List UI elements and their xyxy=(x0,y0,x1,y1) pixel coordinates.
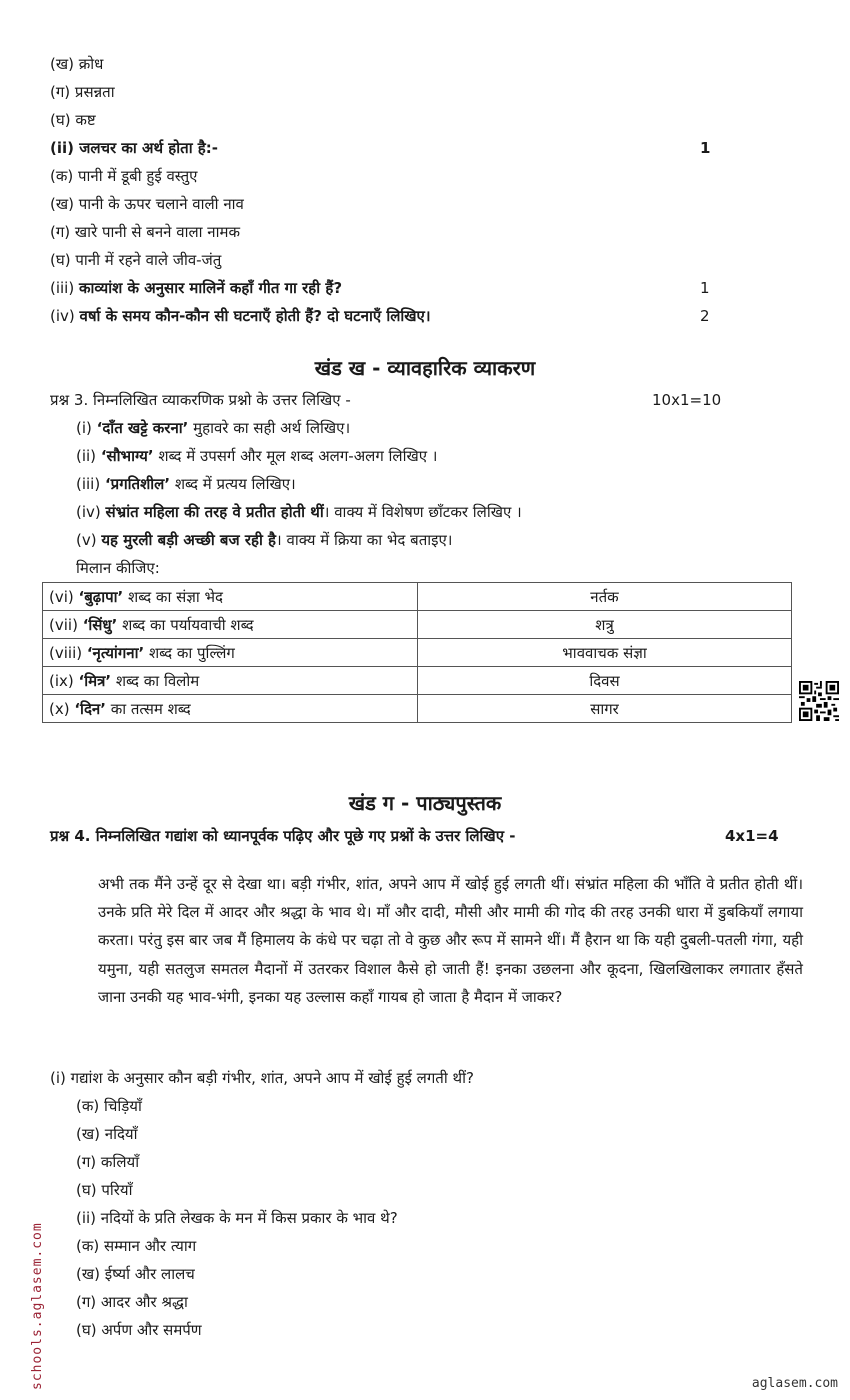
match-table xyxy=(42,582,792,723)
section-title-c: खंड ग - पाठ्यपुस्तक xyxy=(348,791,502,815)
option-item: (ग) प्रसन्नता xyxy=(50,83,115,101)
table-row xyxy=(43,611,792,639)
table-row xyxy=(43,695,792,723)
table-row xyxy=(43,583,792,611)
match-left-cell: (vi) ‘बुढ़ापा’ शब्द का संज्ञा भेद xyxy=(43,583,418,611)
table-row xyxy=(43,639,792,667)
question-iv xyxy=(50,306,431,326)
question-iii xyxy=(50,278,342,298)
grammar-item: (ii) ‘सौभाग्य’ शब्द में उपसर्ग और मूल शब्द अलग-अलग लिखिए । xyxy=(76,447,438,465)
option-item: (ग) कलियाँ xyxy=(76,1153,140,1171)
footer-watermark: aglasem.com xyxy=(751,1376,838,1391)
match-right-cell: शत्रु xyxy=(418,611,792,639)
option-item: (घ) कष्ट xyxy=(50,111,96,129)
marks: 10x1=10 xyxy=(652,391,722,409)
match-right-cell: नर्तक xyxy=(418,583,792,611)
match-left-cell: (x) ‘दिन’ का तत्सम शब्द xyxy=(43,695,418,723)
option-item: (क) चिड़ियाँ xyxy=(76,1097,142,1115)
match-heading: मिलान कीजिए: xyxy=(76,559,160,577)
question-text: (ii) जलचर का अर्थ होता है:- xyxy=(50,139,218,157)
option-item: (ख) क्रोध xyxy=(50,55,104,73)
question-text: वर्षा के समय कौन-कौन सी घटनाएँ होती हैं? दो घटनाएँ लिखिए। xyxy=(79,307,431,325)
match-right-cell: भाववाचक संज्ञा xyxy=(418,639,792,667)
grammar-item: (iv) संभ्रांत महिला की तरह वे प्रतीत होती थीं। वाक्य में विशेषण छाँटकर लिखिए । xyxy=(76,503,522,521)
section-title-b: खंड ख - व्यावहारिक व्याकरण xyxy=(314,356,536,380)
option-item: (घ) अर्पण और समर्पण xyxy=(76,1321,202,1339)
question-num: (iv) xyxy=(50,307,80,325)
question-text: काव्यांश के अनुसार मालिनें कहाँ गीत गा रही हैं? xyxy=(78,279,343,297)
match-right-cell: सागर xyxy=(418,695,792,723)
passage: अभी तक मैंने उन्हें दूर से देखा था। बड़ी गंभीर, शांत, अपने आप में खोई हुई लगती थीं। संभ्रांत महिला की भाँति वे प्रतीत होती थीं। उनके प्रति मेरे दिल में आदर और श्रद्धा के भाव थे। माँ और दादी, मौसी और मामी की गोद की तरह उनकी धारा में डुबकियाँ लगाया करता। परंतु इस बार जब मैं हिमालय के कंधे पर चढ़ा तो वे कुछ और रूप में सामने थीं। मैं हैरान था कि यही दुबली-पतली गंगा, यही यमुना, यही सतलुज समतल मैदानों में उतरकर विशाल कैसे हो जाती हैं! इनका उछलना और कूदना, खिलखिलाकर लगातार हँसते जाना उनकी यह भाव-भंगी, इनका यह उल्लास कहाँ गायब हो जाता है मैदान में जाकर? xyxy=(98,875,803,1006)
marks: 4x1=4 xyxy=(725,827,779,845)
option-item: (घ) पानी में रहने वाले जीव-जंतु xyxy=(50,251,222,269)
marks: 1 xyxy=(700,279,710,297)
match-left-cell: (vii) ‘सिंधु’ शब्द का पर्यायवाची शब्द xyxy=(43,611,418,639)
option-item: (क) पानी में डूबी हुई वस्तुए xyxy=(50,167,198,185)
option-item: (घ) परियाँ xyxy=(76,1181,133,1199)
grammar-item: (i) ‘दाँत खट्टे करना’ मुहावरे का सही अर्थ लिखिए। xyxy=(76,419,351,437)
match-left-cell: (ix) ‘मित्र’ शब्द का विलोम xyxy=(43,667,418,695)
side-watermark: schools.aglasem.com xyxy=(30,1222,45,1390)
question-4-text: प्रश्न 4. निम्नलिखित गद्यांश को ध्यानपूर्वक पढ़िए और पूछे गए प्रश्नों के उत्तर लिखिए - xyxy=(50,827,516,845)
option-item: (ग) आदर और श्रद्धा xyxy=(76,1293,188,1311)
match-left-cell: (viii) ‘नृत्यांगना’ शब्द का पुल्लिंग xyxy=(43,639,418,667)
table-row xyxy=(43,667,792,695)
grammar-item: (v) यह मुरली बड़ी अच्छी बज रही है। वाक्य में क्रिया का भेद बताइए। xyxy=(76,531,453,549)
question-i: (i) गद्यांश के अनुसार कौन बड़ी गंभीर, शांत, अपने आप में खोई हुई लगती थीं? xyxy=(50,1069,474,1087)
option-item: (ख) ईर्ष्या और लालच xyxy=(76,1265,195,1283)
grammar-item: (iii) ‘प्रगतिशील’ शब्द में प्रत्यय लिखिए। xyxy=(76,475,296,493)
qr-code-icon xyxy=(799,681,839,721)
question-3-text: प्रश्न 3. निम्नलिखित व्याकरणिक प्रश्नो के उत्तर लिखिए - xyxy=(50,391,351,409)
question-num: (iii) xyxy=(50,279,79,297)
option-item: (ख) नदियाँ xyxy=(76,1125,138,1143)
option-item: (ख) पानी के ऊपर चलाने वाली नाव xyxy=(50,195,244,213)
match-right-cell: दिवस xyxy=(418,667,792,695)
question-ii: (ii) नदियों के प्रति लेखक के मन में किस प्रकार के भाव थे? xyxy=(76,1209,398,1227)
option-item: (ग) खारे पानी से बनने वाला नामक xyxy=(50,223,240,241)
marks: 2 xyxy=(700,307,710,325)
marks: 1 xyxy=(700,139,711,157)
option-item: (क) सम्मान और त्याग xyxy=(76,1237,197,1255)
